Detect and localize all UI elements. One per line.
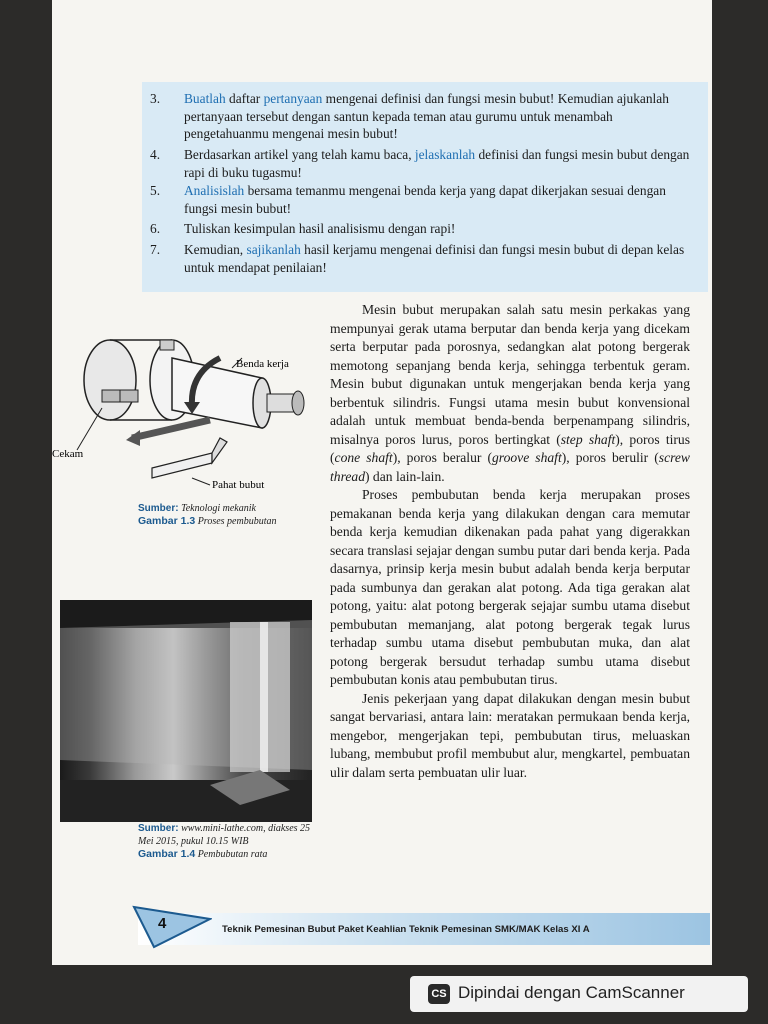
task-text-part: definisi dan fungsi mesin bubut dengan rapi di buku tugasmu! bbox=[184, 147, 690, 180]
task-text-part: bersama temanmu mengenai benda kerja yang dapat dikerjakan sesuai dengan fungsi mesin bubut! bbox=[184, 183, 666, 216]
term-italic: screw thread bbox=[330, 450, 690, 484]
task-item bbox=[150, 182, 695, 217]
label-pahat-bubut: Pahat bubut bbox=[212, 479, 265, 491]
term-italic: cone shaft bbox=[334, 450, 393, 465]
body-paragraph bbox=[330, 486, 690, 690]
camscanner-text: Dipindai dengan CamScanner bbox=[458, 983, 685, 1002]
task-keyword: sajikanlah bbox=[246, 242, 301, 257]
task-text-part: Kemudian, bbox=[184, 242, 247, 257]
caption-text: Proses pembubutan bbox=[197, 516, 277, 527]
label-benda-kerja: Benda kerja bbox=[236, 358, 289, 370]
paragraph-text: Proses pembubutan benda kerja merupakan proses pemakanan benda kerja yang dilakukan dengan cara memutar benda kerja kemudian dikenakan pada pahat yang digerakkan secara translasi sejajar dengan sumbu putar dari benda kerja. Pada dasarnya, prinsip kerja mesin bubut adalah benda kerja berputar pada sumbunya dan gerakan alat potong. Ada tiga gerakan alat potong, yaitu: alat potong bergerak sejajar sumbu utama disebut pembubutan memanjang, alat potong bergerak tegak lurus terhadap sumbu utama disebut pembubutan muka, dan alat potong bergerak bersudut terhadap sumbu utama disebut pembubutan konis atau pembubutan tirus. bbox=[330, 487, 690, 687]
task-number: 5. bbox=[150, 183, 161, 198]
task-item bbox=[150, 146, 695, 181]
body-paragraph bbox=[330, 301, 690, 486]
source-label: Sumber: bbox=[138, 823, 179, 834]
task-text bbox=[150, 241, 695, 276]
task-text bbox=[150, 146, 695, 181]
term-italic: step shaft bbox=[560, 431, 616, 447]
task-text-part: Tuliskan kesimpulan hasil analisismu dengan rapi! bbox=[184, 221, 456, 236]
lathe-photo bbox=[60, 600, 312, 822]
source-label: Sumber: bbox=[138, 503, 179, 514]
task-text bbox=[150, 90, 695, 143]
task-text-part: daftar bbox=[225, 91, 264, 106]
caption-text: Pembubutan rata bbox=[197, 849, 268, 860]
task-text bbox=[150, 220, 695, 238]
camscanner-watermark bbox=[410, 976, 748, 1012]
task-item bbox=[150, 90, 695, 143]
body-paragraph bbox=[330, 690, 690, 783]
lathe-illustration-icon bbox=[62, 328, 312, 500]
task-item bbox=[150, 241, 695, 276]
caption-label: Gambar 1.4 bbox=[138, 848, 196, 860]
label-cekam: Cekam bbox=[52, 448, 84, 460]
paragraph-text: ), poros beralur ( bbox=[392, 450, 492, 465]
task-number: 6. bbox=[150, 221, 161, 236]
task-number: 4. bbox=[150, 147, 161, 162]
task-number: 7. bbox=[150, 242, 161, 257]
paragraph-text: ), poros berulir ( bbox=[561, 450, 659, 465]
task-keyword: jelaskanlah bbox=[414, 147, 476, 162]
body-text bbox=[330, 301, 690, 782]
task-keyword: Analisislah bbox=[184, 183, 245, 198]
lathe-photo-image bbox=[60, 600, 312, 822]
figure2-caption bbox=[138, 822, 316, 861]
task-text-part: Berdasarkan artikel yang telah kamu baca, bbox=[184, 147, 415, 162]
task-keyword: Buatlah bbox=[184, 91, 226, 106]
task-text-part: hasil kerjamu mengenai definisi dan fungsi mesin bubut di depan kelas untuk mendapat penilaian! bbox=[184, 242, 685, 275]
paragraph-text: Mesin bubut merupakan salah satu mesin perkakas yang mempunyai gerak utama berputar dan benda kerja yang dicekam serta berputar pada porosnya, sedangkan alat potong bergerak memotong sepanjang benda kerja, sehingga terbentuk geram. Mesin bubut digunakan untuk mengerjakan benda kerja yang berbentuk silindris. Fungsi utama mesin bubut konvensional adalah untuk membuat benda-benda berpenampang silindris, misalnya poros lurus, poros bertingkat ( bbox=[330, 302, 690, 447]
task-number: 3. bbox=[150, 91, 161, 106]
task-keyword: pertanyaan bbox=[263, 91, 323, 106]
source-text: www.mini-lathe.com, diakses 25 Mei 2015, pukul 10.15 WIB bbox=[138, 823, 311, 847]
page-number-badge bbox=[132, 905, 212, 949]
paragraph-text: ) dan lain-lain. bbox=[365, 468, 445, 484]
caption-label: Gambar 1.3 bbox=[138, 515, 196, 527]
camscanner-icon: CS bbox=[428, 984, 450, 1004]
page-badge-icon bbox=[132, 905, 212, 949]
footer-title: Teknik Pemesinan Bubut Paket Keahlian Teknik Pemesinan SMK/MAK Kelas XI A bbox=[222, 924, 590, 935]
source-text: Teknologi mekanik bbox=[181, 503, 256, 514]
task-text bbox=[150, 182, 695, 217]
page-number: 4 bbox=[158, 915, 167, 932]
paragraph-text: Jenis pekerjaan yang dapat dilakukan dengan mesin bubut sangat bervariasi, antara lain: meratakan permukaan benda kerja, mengebor, mengerjakan tepi, pembubutan tirus, meluaskan lubang, membubut profil membubut alur, mengkartel, pembuatan ulir dalam serta pembuatan ulir luar. bbox=[330, 690, 690, 780]
term-italic: groove shaft bbox=[492, 450, 562, 465]
lathe-diagram bbox=[52, 328, 312, 500]
task-item bbox=[150, 220, 695, 238]
task-text-part: mengenai definisi dan fungsi mesin bubut! Kemudian ajukanlah pertanyaan tersebut dengan santun kepada teman atau gurumu untuk menambah pengetahuanmu mengenai mesin bubut! bbox=[184, 91, 669, 142]
paragraph-text: ), poros tirus ( bbox=[330, 431, 690, 465]
figure1-caption bbox=[138, 502, 277, 528]
